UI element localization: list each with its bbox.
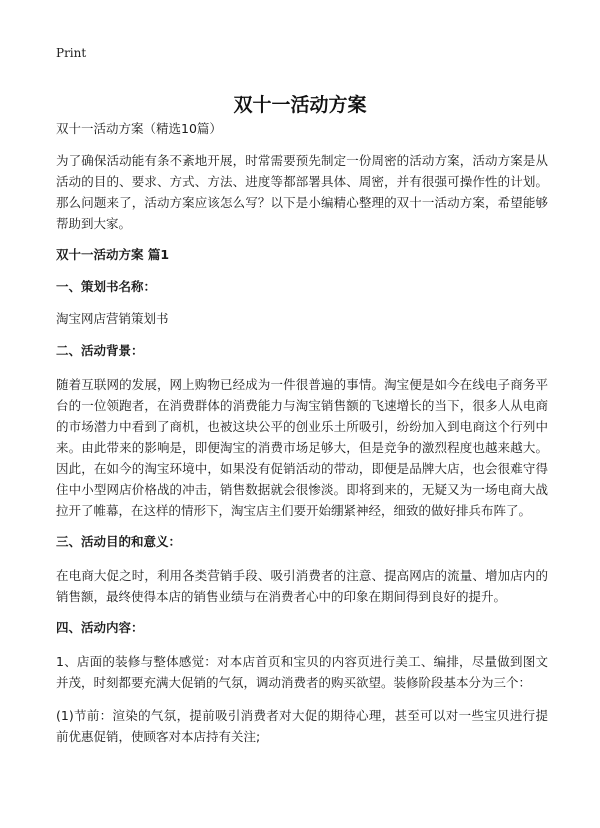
section-text-content-item: (1)节前：渲染的气氛，提前吸引消费者对大促的期待心理，甚至可以对一些宝贝进行提前优惠促销，使顾客对本店持有关注; bbox=[56, 708, 548, 744]
section-text-content: 1、店面的装修与整体感觉：对本店首页和宝贝的内容页进行美工、编排，尽量做到图文并茂，时刻都要充满大促销的气氛，调动消费者的购买欲望。装修阶段基本分为三个： bbox=[56, 654, 548, 690]
section-text-purpose: 在电商大促之时，利用各类营销手段、吸引消费者的注意、提高网店的流量、增加店内的销售额，最终使得本店的销售业绩与在消费者心中的印象在期间得到良好的提升。 bbox=[56, 568, 548, 604]
section-heading-content: 四、活动内容： bbox=[56, 620, 144, 635]
document-body bbox=[56, 120, 548, 759]
part-heading: 双十一活动方案 篇1 bbox=[56, 247, 170, 262]
document-subtitle: 双十一活动方案（精选10篇） bbox=[56, 121, 222, 136]
document-title: 双十一活动方案 bbox=[233, 93, 367, 116]
section-text-name: 淘宝网店营销策划书 bbox=[56, 311, 169, 326]
section-heading-name: 一、策划书名称： bbox=[56, 279, 157, 294]
section-heading-background: 二、活动背景： bbox=[56, 343, 144, 358]
print-label: Print bbox=[56, 46, 87, 60]
intro-paragraph: 为了确保活动能有条不紊地开展，时常需要预先制定一份周密的活动方案，活动方案是从活动的目的、要求、方式、方法、进度等都部署具体、周密，并有很强可操作性的计划。那么问题来了，活动方案应该怎么写？以下是小编精心整理的双十一活动方案，希望能够帮助到大家。 bbox=[56, 153, 548, 231]
section-heading-purpose: 三、活动目的和意义： bbox=[56, 534, 182, 549]
section-text-background: 随着互联网的发展，网上购物已经成为一件很普遍的事情。淘宝便是如今在线电子商务平台的一位领跑者，在消费群体的消费能力与淘宝销售额的飞速增长的当下，很多人从电商的市场潜力中看到了商机，也被这块公平的创业乐土所吸引，纷纷加入到电商这个行列中来。由此带来的影响是，即便淘宝的消费市场足够大，但是竞争的激烈程度也越来越大。因此，在如今的淘宝环境中，如果没有促销活动的带动，即便是品牌大店，也会很难守得住中小型网店价格战的冲击，销售数据就会很惨淡。即将到来的，无疑又为一场电商大战拉开了帷幕，在这样的情形下，淘宝店主们要开始绷紧神经，细致的做好排兵布阵了。 bbox=[56, 377, 548, 518]
